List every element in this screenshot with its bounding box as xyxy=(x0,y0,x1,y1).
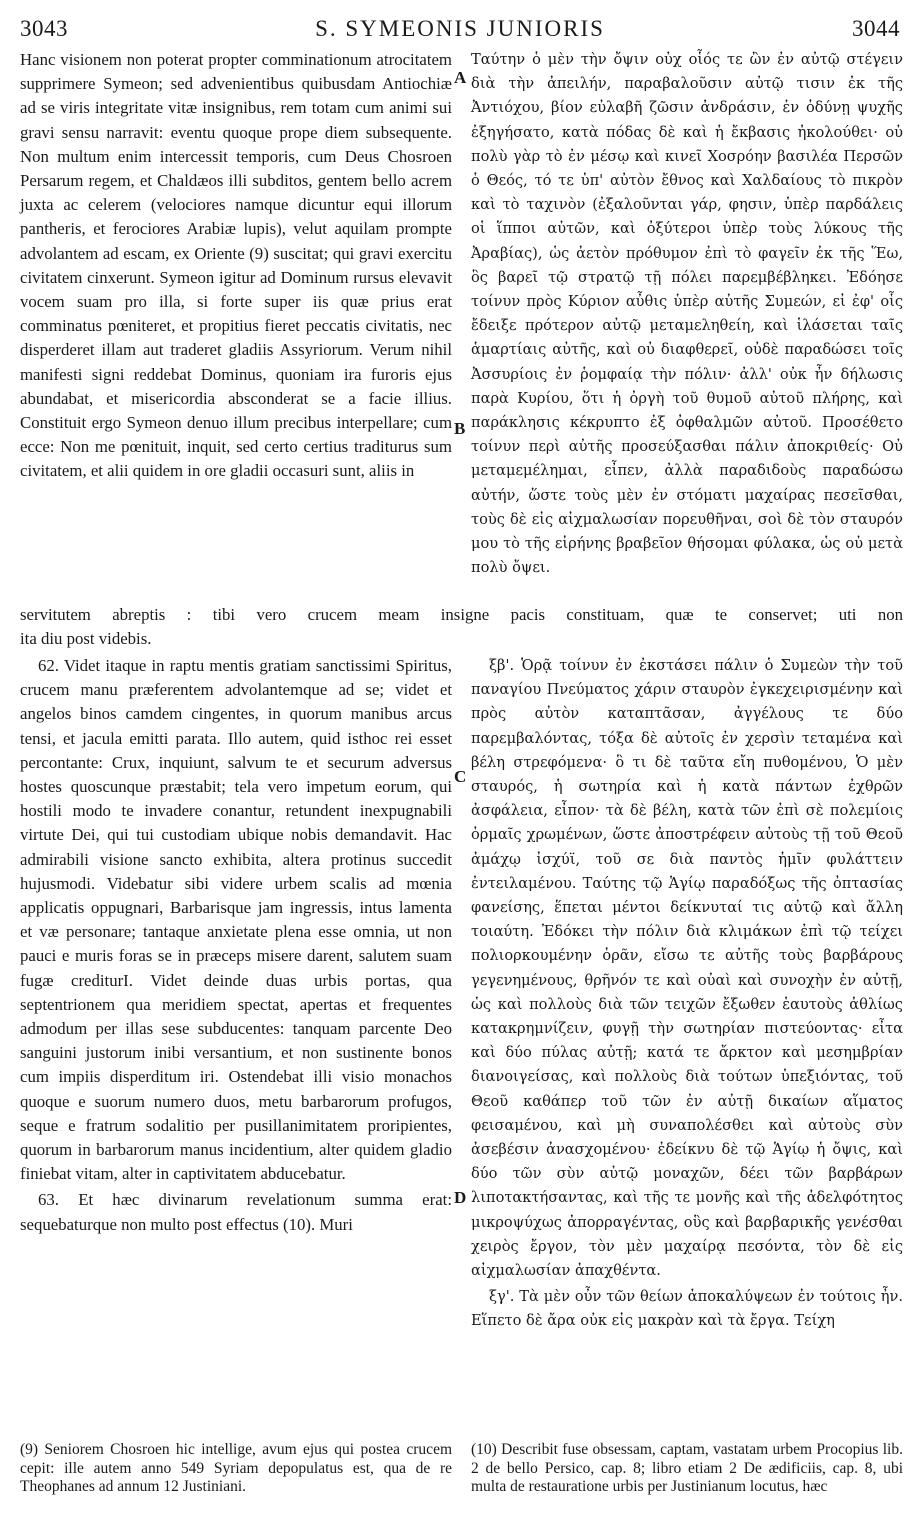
latin-paragraph-63: 63. Et hæc divinarum revelationum summa erat: sequebaturque non multo post effectus (10). Muri xyxy=(20,1190,452,1234)
latin-paragraph-61: Hanc visionem non poterat propter comminationum atrocitatem supprimere Symeon; sed advenientibus quibusdam Antiochiæ ad se viris integritate vitæ insignibus, rem totam cum animi sui gravi sensu narravit: eventu quoque prope diem subsequente. Non multum enim intercessit temporis, cum Deus Chosroen Persarum regem, et Chaldæos illi subditos, gentem bello acrem juxta ac celerem (velociores namque dicuntur equi illorum pantheris, et ferociores Arabiæ lupis), velut aquilam prompte advolantem ad escam, ex Oriente (9) suscitat; qui gravi exercitu civitatem cinxerunt. Symeon igitur ad Dominum rursus elevavit vocem suam pro illa, si forte super iis quæ prius erat comminatus pœniteret, et propitius fieret peccatis civitatis, nec disperderet illam aut traderet gladiis Assyriorum. Verum nihil manifesti signi reddebat Dominus, quoniam ira furoris ejus abundabat, et misericordia absconderat se a facie illius. Constituit ergo Symeon denuo illum precibus interpellare; cum ecce: Non me pœnituit, inquit, sed certo certius traditurus sum civitatem, et alii quidem in ore gladii occasuri sunt, aliis in xyxy=(20,50,452,481)
latin-spanning-lines xyxy=(20,603,903,651)
greek-column-bottom xyxy=(471,652,903,1334)
running-header xyxy=(20,14,900,44)
running-title: S. SYMEONIS JUNIORIS xyxy=(315,16,605,41)
greek-paragraph-63: ξγ'. Τὰ μὲν οὖν τῶν θείων ἀποκαλύψεων ἐν τούτοις ἦν. Εἵπετο δὲ ἄρα οὐκ εἰς μακρὰν καὶ τὰ ἔργα. Τείχη xyxy=(471,1288,903,1330)
latin-span-line-1: servitutem abreptis : tibi vero crucem meam insigne pacis constituam, quæ te conservet; uti non xyxy=(20,605,903,624)
margin-marker-c: C xyxy=(454,767,467,786)
page-number-left: 3043 xyxy=(20,16,68,41)
greek-paragraph-62: ξβ'. Ὁρᾷ τοίνυν ἐν ἐκστάσει πάλιν ὁ Συμεὼν τὴν τοῦ παναγίου Πνεύματος χάριν σταυρὸν ἐγκεχειρισμένην καὶ πρὸς αὐτὸν καταπτᾶσαν, ἀγγέλους τε δύο παρεμβαλόντας, τόξα δὲ αὐτοῖς ἐν χερσὶν τεταμένα καὶ βέλη στρεφόμενα· ὃ τι δὲ ταῦτα εἴη πυθομένου, Ὁ μὲν σταυρός, ἡ σωτηρία καὶ ἡ κατὰ πάντων ἐχθρῶν ἀσφάλεια, εἶπον· τὰ δὲ βέλη, κατὰ τῶν ἐπὶ σὲ πολεμίοις ὁρμαῖς χρωμένων, ὥστε ἀποστρέφειν αὐτοὺς τῇ τοῦ Θεοῦ ἀμάχῳ ἰσχύϊ, τοῦ σε διὰ παντὸς ἡμῖν φυλάττειν ἐντειλαμένου. Ταύτης τῷ Ἁγίῳ παραδόξως τῆς ὀπτασίας φανείσης, ἕπεται μέντοι δείκνυταί τις αὐτῷ καὶ ἄλλη τοιαύτη. Ἐδόκει τὴν πόλιν διὰ κλιμάκων ἐπὶ τῷ τείχει πολιορκουμένην ὁρᾶν, εἴσω τε αὐτῆς τοὺς βαρβάρους γεγενημένους, θρῆνόν τε καὶ οὐαὶ καὶ συνοχὴν ἐν αὐτῇ, ὡς καὶ πολλοὺς διὰ τῶν τειχῶν ἔξωθεν ἑαυτοὺς ἀθλίως κατακρημνίζειν, φυγῇ τὴν σωτηρίαν πιστεύοντας· εἶτα καὶ δύο πύλας αὐτῇ; κατά τε ἄρκτον καὶ μεσημβρίαν διανοιγείσας, καὶ πολλοὺς διὰ τούτων ὑπεξιόντας, τοῦ Θεοῦ καθάπερ τοῦ τῶν ἐν αὐτῇ δικαίων αἵματος φεισαμένου, καὶ μὴ συναπολέσθει καὶ αὐτοὺς σὺν ἀσεβέσιν ἀνασχομένου· ἐδείκνυ δὲ τῷ Ἁγίῳ ἡ ὄψις, καὶ δύο τῶν σὺν αὐτῷ μοναχῶν, δέει τῶν βαρβάρων λιποτακτήσαντας, καὶ τῆς τε μονῆς καὶ τῆς ἀδελφότητος μικροψύχως ἀπορραγέντας, οὓς καὶ βαρβαρικῆς γενέσθαι χειρὸς ἔργον, τὸν μὲν μαχαίρᾳ πεσόντα, τὸν δὲ εἰς αἰχμαλωσίαν ἀπαχθέντα. xyxy=(471,657,903,1280)
footnote-10: (10) Describit fuse obsessam, captam, vastatam urbem Procopius lib. 2 de bello Persico, cap. 8; libro etiam 2 De ædificiis, cap. 8, ubi multa de restauratione urbis per Justinianum locutus, hæc xyxy=(471,1441,903,1495)
latin-span-line-2: ita diu post videbis. xyxy=(20,629,152,649)
margin-marker-d: D xyxy=(454,1188,467,1207)
latin-column-bottom xyxy=(20,652,452,1237)
latin-column-top xyxy=(20,48,452,484)
page-number-right: 3044 xyxy=(852,16,900,41)
margin-marker-b: B xyxy=(454,419,466,438)
latin-paragraph-62: 62. Videt itaque in raptu mentis gratiam sanctissimi Spiritus, crucem manu præferentem advolantemque ad se; videt et angelos binos camdem cingentes, in quorum manibus arcus tensi, et jacula emitti parata. Illo autem, quid isthoc rei esset percontante: Crux, inquiunt, salvum te et securum adversus hostes quoscunque præstabit; tela vero impetum eorum, qui hostili modo te invadere conantur, retundent inexpugnabili virtute Dei, qui tui custodiam ubique nobis demandavit. Hac admirabili visione sancto exhibita, altera protinus succedit hujusmodi. Videbatur sibi videre urbem scalis ad mœnia applicatis oppugnari, Barbarisque jam ingressis, intus lamenta et væ personare; tantaque anxietate plena esse omnia, ut non pauci e muris foras se in præceps misere darent, salutem suam fugæ crediturI. Videt deinde duas urbis portas, qua septentrionem qua meridiem spectat, apertas et frequentes admodum per illas sese subducentes: tanquam parcente Deo sanguini justorum inibi versantium, et non sustinente bonos cum impiis disperditum iri. Ostendebat illi visio monachos quoque e suorum numero duos, metu barbarorum profugos, seque e fratrum sodalitio per pusillanimitatem proripientes, quorum in barbarorum manus incidentium, alter quidem gladio finiebat vitam, alter in captivitatem abducebatur. xyxy=(20,656,452,1184)
greek-column-top xyxy=(471,48,903,580)
greek-paragraph-61: Ταύτην ὁ μὲν τὴν ὄψιν οὐχ οἷός τε ὢν ἐν αὐτῷ στέγειν διὰ τὴν ἀπειλήν, παραβαλοῦσιν αὐτῷ τισιν ἐκ τῆς Ἀντιόχου, βίον εὐλαβῆ ζῶσιν ἀνδράσιν, ἐν ὀδύνῃ ψυχῆς ἐξηγήσατο, κατὰ πόδας δὲ καὶ ἡ ἔκβασις ἠκολούθει· οὐ πολὺ γὰρ τὸ ἐν μέσῳ καὶ κινεῖ Χοσρόην βασιλέα Περσῶν ὁ Θεός, τό τε ὑπ' αὐτὸν ἔθνος καὶ Χαλδαίους τὸ πικρὸν καὶ τὸ ταχινὸν (ἐξαλοῦνται γάρ, φησιν, ὑπὲρ παρδάλεις οἱ ἵπποι αὐτῶν, καὶ ὀξύτεροι ὑπὲρ τοὺς λύκους τῆς Ἀραβίας), ὡς ἀετὸν πρόθυμον ἐπὶ τὸ φαγεῖν ἐκ τῆς Ἕω, ὃς βαρεῖ τῷ στρατῷ τῇ πόλει παρεμβέβληκει. Ἐδόησε τοίνυν πρὸς Κύριον αὖθις ὑπὲρ αὐτῆς Συμεών, εἰ ἐφ' οἷς ἔδειξε πρότερον αὐτῷ μεταμεληθείη, καὶ ἱλάσεται ταῖς ἁμαρτίαις αὐτῆς, καὶ οὐ διαφθερεῖ, οὐδὲ παραδώσει τοῖς Ἀσσυρίοις ἐν ῥομφαίᾳ τὴν πόλιν· ἀλλ' οὐκ ἦν δήλωσις παρὰ Κυρίου, ὅτι ἡ ὀργὴ τοῦ θυμοῦ αὐτοῦ πλήρης, καὶ παράκλησις κέκρυπτο ἐξ ὀφθαλμῶν αὐτοῦ. Προσέθετο τοίνυν περὶ αὐτῆς προσεύξασθαι πάλιν ἀποκριθείς· Οὐ μεταμεμέλημαι, εἶπεν, ἀλλὰ παραδιδοὺς παραδώσω αὐτήν, ὥστε τοὺς μὲν ἐν στόματι μαχαίρας πεσεῖσθαι, τοὺς δὲ εἰς αἰχμαλωσίαν πορευθῆναι, σοὶ δὲ τὸν σταυρόν μου τὸ τῆς εἰρήνης βραβεῖον θήσομαι φύλακα, ὡς οὐ μετὰ πολὺ ὄψει. xyxy=(471,51,903,577)
margin-marker-a: A xyxy=(454,68,467,87)
footnote-9: (9) Seniorem Chosroen hic intellige, avum ejus qui postea crucem cepit: ille autem anno 549 Syriam depopulatus est, qua de re Theophanes ad annum 12 Justiniani. xyxy=(20,1441,452,1495)
